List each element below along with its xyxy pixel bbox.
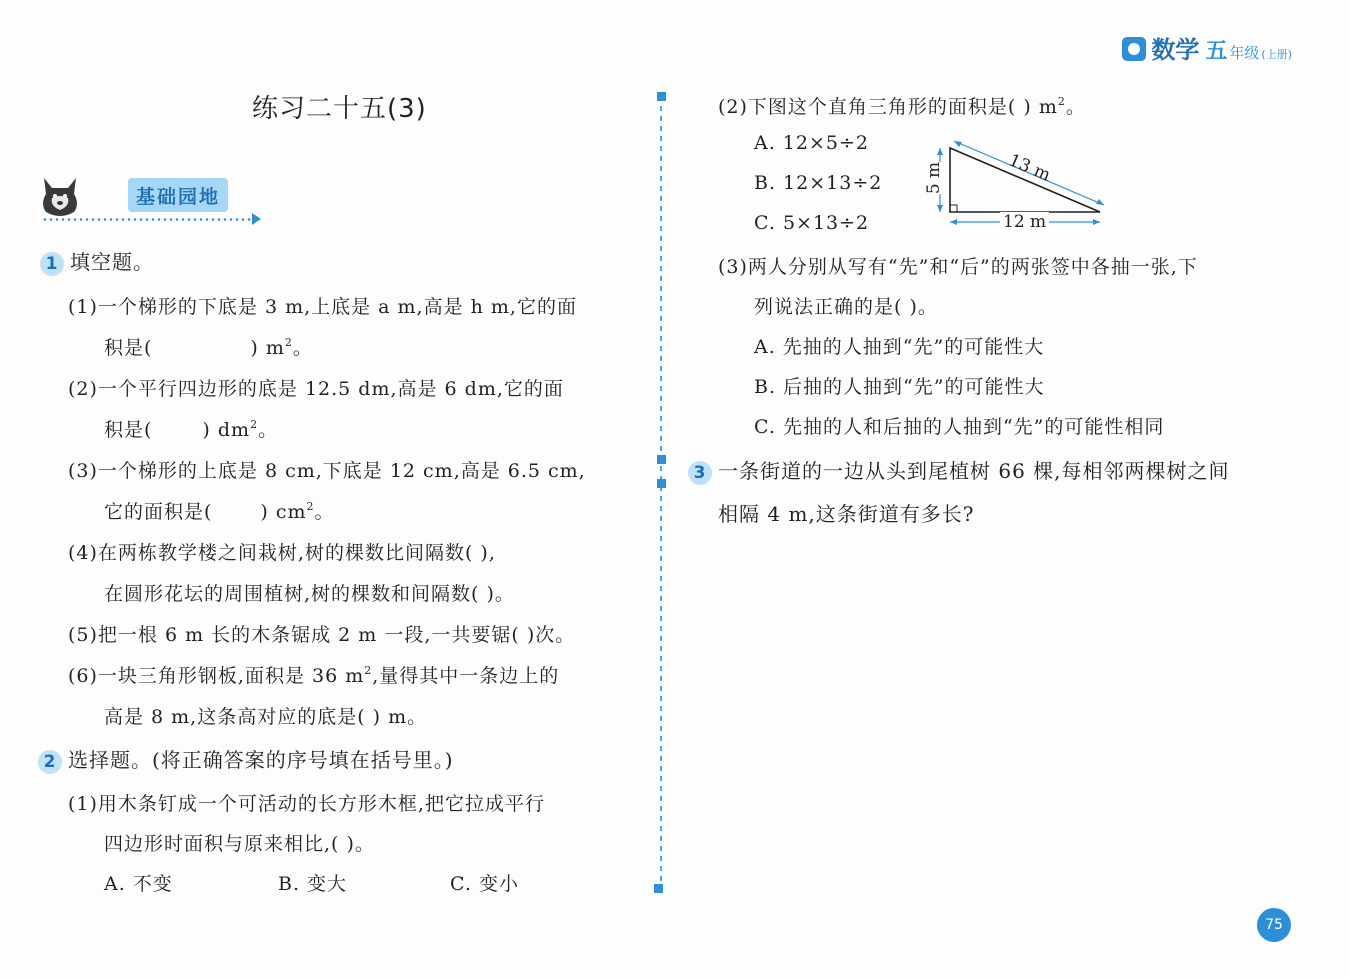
q1-item-1-line-2 bbox=[104, 333, 313, 360]
height-label: 5 m bbox=[924, 161, 945, 195]
q2-sub-1-line-2: 四边形时面积与原来相比,( )。 bbox=[104, 833, 375, 855]
q1-item-3-end: 。 bbox=[314, 501, 335, 523]
question-2-text: 选择题。(将正确答案的序号填在括号里。) bbox=[68, 748, 454, 772]
q2-sub-1-option-c: C. 变小 bbox=[450, 873, 519, 895]
question-1-text: 填空题。 bbox=[70, 250, 154, 274]
unit-exponent: 2 bbox=[1057, 95, 1066, 108]
brand-subject: 数学 bbox=[1151, 36, 1200, 64]
page-number: 75 bbox=[1257, 908, 1291, 942]
q1-item-1-unit: ) m bbox=[250, 337, 285, 359]
mascot-icon bbox=[40, 174, 80, 218]
question-2-heading bbox=[38, 744, 454, 774]
q1-item-6-text-a: (6)一块三角形钢板,面积是 36 m bbox=[68, 665, 365, 687]
question-number-badge: 2 bbox=[38, 750, 62, 774]
q2-sub-2-line-1 bbox=[718, 92, 1086, 119]
column-divider bbox=[660, 96, 662, 888]
unit-exponent: 2 bbox=[284, 336, 293, 349]
brand-grade-number: 五 bbox=[1205, 39, 1228, 64]
q1-item-6-text-b: ,量得其中一条边上的 bbox=[372, 665, 560, 687]
q2-sub-3-option-c: C. 先抽的人和后抽的人抽到“先”的可能性相同 bbox=[754, 416, 1165, 438]
unit-exponent: 2 bbox=[250, 418, 259, 431]
brand-logo-icon bbox=[1122, 37, 1146, 61]
q1-item-3-unit: ) cm bbox=[260, 501, 307, 523]
q1-item-4-line-1: (4)在两栋教学楼之间栽树,树的棵数比间隔数( ), bbox=[68, 542, 496, 564]
q1-item-4-line-2: 在圆形花坛的周围植树,树的棵数和间隔数( )。 bbox=[104, 583, 515, 605]
q1-item-6-line-1 bbox=[68, 661, 559, 688]
question-1-heading bbox=[40, 246, 154, 276]
section-banner bbox=[40, 172, 230, 224]
q2-sub-2-option-a: A. 12×5÷2 bbox=[754, 132, 869, 154]
question-number-badge: 3 bbox=[688, 461, 712, 485]
unit-exponent: 2 bbox=[364, 664, 373, 677]
section-label: 基础园地 bbox=[128, 178, 228, 212]
q2-sub-3-line-2: 列说法正确的是( )。 bbox=[754, 296, 938, 318]
q1-item-6-line-2: 高是 8 m,这条高对应的底是( ) m。 bbox=[104, 706, 428, 728]
q1-item-2-unit: ) dm bbox=[202, 419, 251, 441]
q1-item-1-end: 。 bbox=[292, 337, 313, 359]
q1-item-2-end: 。 bbox=[258, 419, 279, 441]
q1-item-2-prefix: 积是( bbox=[104, 419, 153, 441]
divider-marker bbox=[654, 884, 663, 893]
q1-item-3-line-1: (3)一个梯形的上底是 8 cm,下底是 12 cm,高是 6.5 cm, bbox=[68, 460, 586, 482]
q2-sub-3-option-b: B. 后抽的人抽到“先”的可能性大 bbox=[754, 376, 1045, 398]
q2-sub-3-line-1: (3)两人分别从写有“先”和“后”的两张签中各抽一张,下 bbox=[718, 256, 1198, 278]
q1-item-2-line-1: (2)一个平行四边形的底是 12.5 dm,高是 6 dm,它的面 bbox=[68, 378, 564, 400]
base-label: 12 m bbox=[1000, 212, 1049, 232]
q1-item-3-prefix: 它的面积是( bbox=[104, 501, 213, 523]
banner-arrow-icon bbox=[252, 213, 261, 225]
question-number-badge: 1 bbox=[40, 252, 64, 276]
q2-sub-1-line-1: (1)用木条钉成一个可活动的长方形木框,把它拉成平行 bbox=[68, 793, 545, 815]
q1-item-1-line-1: (1)一个梯形的下底是 3 m,上底是 a m,高是 h m,它的面 bbox=[68, 296, 577, 318]
book-brand bbox=[1122, 30, 1292, 65]
q1-item-2-line-2 bbox=[104, 415, 278, 442]
unit-exponent: 2 bbox=[306, 500, 315, 513]
q2-sub-2-end: 。 bbox=[1065, 96, 1086, 118]
question-3-line-1 bbox=[688, 455, 1230, 485]
divider-marker bbox=[657, 92, 666, 101]
question-3-line-2: 相隔 4 m,这条街道有多长? bbox=[718, 502, 975, 526]
q2-sub-2-option-b: B. 12×13÷2 bbox=[754, 172, 883, 194]
q2-sub-3-option-a: A. 先抽的人抽到“先”的可能性大 bbox=[754, 336, 1045, 358]
brand-grade: 年级 bbox=[1229, 44, 1260, 62]
q1-item-5-line-1: (5)把一根 6 m 长的木条锯成 2 m 一段,一共要锯( )次。 bbox=[68, 624, 576, 646]
question-3-text: 一条街道的一边从头到尾植树 66 棵,每相邻两棵树之间 bbox=[718, 459, 1230, 483]
divider-marker bbox=[657, 479, 666, 488]
q1-item-3-line-2 bbox=[104, 497, 335, 524]
q2-sub-1-option-b: B. 变大 bbox=[278, 873, 348, 895]
brand-volume: (上册) bbox=[1261, 48, 1292, 61]
right-triangle-figure bbox=[926, 138, 1116, 238]
q2-sub-1-option-a: A. 不变 bbox=[104, 873, 173, 895]
q2-sub-2-option-c: C. 5×13÷2 bbox=[754, 212, 870, 234]
q2-sub-2-text: (2)下图这个直角三角形的面积是( ) m bbox=[718, 96, 1058, 118]
divider-marker bbox=[657, 455, 666, 464]
banner-dotted-line bbox=[42, 218, 254, 221]
q1-item-1-prefix: 积是( bbox=[104, 337, 153, 359]
hypotenuse-label: 13 m bbox=[1005, 150, 1054, 186]
page-title: 练习二十五(3) bbox=[252, 94, 427, 124]
